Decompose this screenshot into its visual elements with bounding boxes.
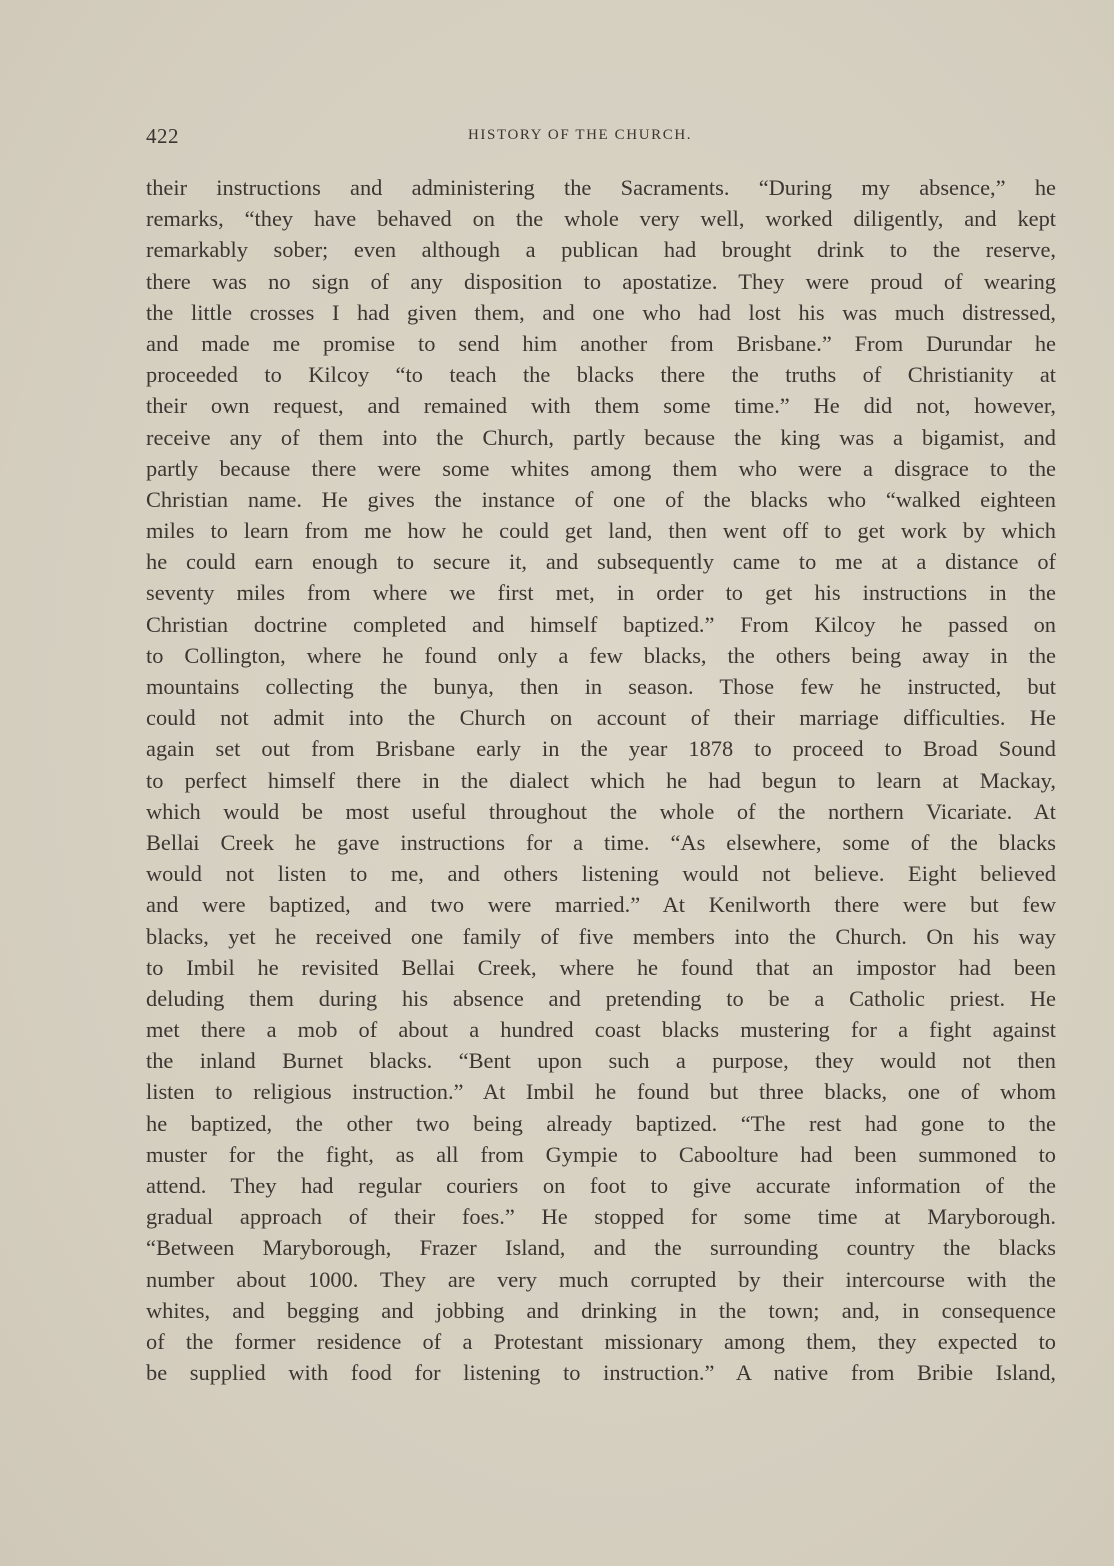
text-line: gradual approach of their foes.” He stopped for some time at Maryborough.: [146, 1204, 1056, 1230]
text-line: their instructions and administering the Sacraments. “During my absence,” he: [146, 175, 1056, 200]
text-line: and were baptized, and two were married.” At Kenilworth there were but few: [146, 892, 1056, 918]
text-line: muster for the fight, as all from Gympie to Caboolture had been summoned to: [146, 1141, 1056, 1167]
text-line: attend. They had regular couriers on foot to give accurate information of the: [146, 1173, 1056, 1198]
text-line: Christian doctrine completed and himself baptized.” From Kilcoy he passed on: [146, 611, 1056, 637]
text-line: which would be most useful throughout the whole of the northern Vicariate. At: [146, 798, 1056, 824]
text-line: again set out from Brisbane early in the year 1878 to proceed to Broad Sound: [146, 736, 1056, 762]
text-line: miles to learn from me how he could get land, then went off to get work by which: [146, 518, 1056, 544]
text-line: to Collington, where he found only a few blacks, the others being away in the: [146, 642, 1056, 668]
running-head: HISTORY OF THE CHURCH.: [468, 127, 693, 143]
text-line: remarks, “they have behaved on the whole very well, worked diligently, and kept: [146, 206, 1056, 232]
text-line: proceeded to Kilcoy “to teach the blacks there the truths of Christianity at: [146, 362, 1056, 388]
text-line: he could earn enough to secure it, and subsequently came to me at a distance of: [146, 549, 1056, 575]
page-number: 422: [146, 124, 179, 148]
text-line: partly because there were some whites among them who were a disgrace to the: [146, 455, 1056, 481]
text-line: listen to religious instruction.” At Imbil he found but three blacks, one of whom: [146, 1079, 1056, 1105]
text-line: he baptized, the other two being already baptized. “The rest had gone to the: [146, 1110, 1056, 1136]
text-line: whites, and begging and jobbing and drinking in the town; and, in consequence: [146, 1297, 1056, 1323]
body-text: [146, 172, 1056, 1388]
text-line: receive any of them into the Church, partly because the king was a bigamist, and: [146, 424, 1056, 450]
text-line: Bellai Creek he gave instructions for a time. “As elsewhere, some of the blacks: [146, 829, 1056, 855]
text-line: be supplied with food for listening to instruction.” A native from Bribie Island,: [146, 1360, 1056, 1386]
text-line: deluding them during his absence and pretending to be a Catholic priest. He: [146, 985, 1056, 1011]
text-line: “Between Maryborough, Frazer Island, and the surrounding country the blacks: [146, 1235, 1056, 1261]
text-line: seventy miles from where we first met, in order to get his instructions in the: [146, 580, 1056, 606]
text-line: of the former residence of a Protestant missionary among them, they expected to: [146, 1328, 1056, 1354]
text-line: to Imbil he revisited Bellai Creek, where he found that an impostor had been: [146, 954, 1056, 980]
text-line: number about 1000. They are very much corrupted by their intercourse with the: [146, 1266, 1056, 1292]
text-line: blacks, yet he received one family of five members into the Church. On his way: [146, 923, 1056, 949]
text-line: the inland Burnet blacks. “Bent upon such a purpose, they would not then: [146, 1048, 1056, 1074]
text-line: to perfect himself there in the dialect which he had begun to learn at Mackay,: [146, 767, 1056, 793]
text-line: remarkably sober; even although a publican had brought drink to the reserve,: [146, 237, 1056, 263]
text-line: there was no sign of any disposition to apostatize. They were proud of wearing: [146, 268, 1056, 294]
text-line: and made me promise to send him another from Brisbane.” From Durundar he: [146, 330, 1056, 356]
text-line: their own request, and remained with them some time.” He did not, however,: [146, 393, 1056, 419]
text-line: mountains collecting the bunya, then in season. Those few he instructed, but: [146, 674, 1056, 699]
page-header: [146, 124, 1056, 154]
text-line: the little crosses I had given them, and one who had lost his was much distressed,: [146, 299, 1056, 325]
text-line: met there a mob of about a hundred coast blacks mustering for a fight against: [146, 1017, 1056, 1043]
text-line: could not admit into the Church on account of their marriage difficulties. He: [146, 705, 1056, 731]
text-line: would not listen to me, and others listening would not believe. Eight believed: [146, 861, 1056, 887]
text-line: Christian name. He gives the instance of one of the blacks who “walked eighteen: [146, 486, 1056, 512]
